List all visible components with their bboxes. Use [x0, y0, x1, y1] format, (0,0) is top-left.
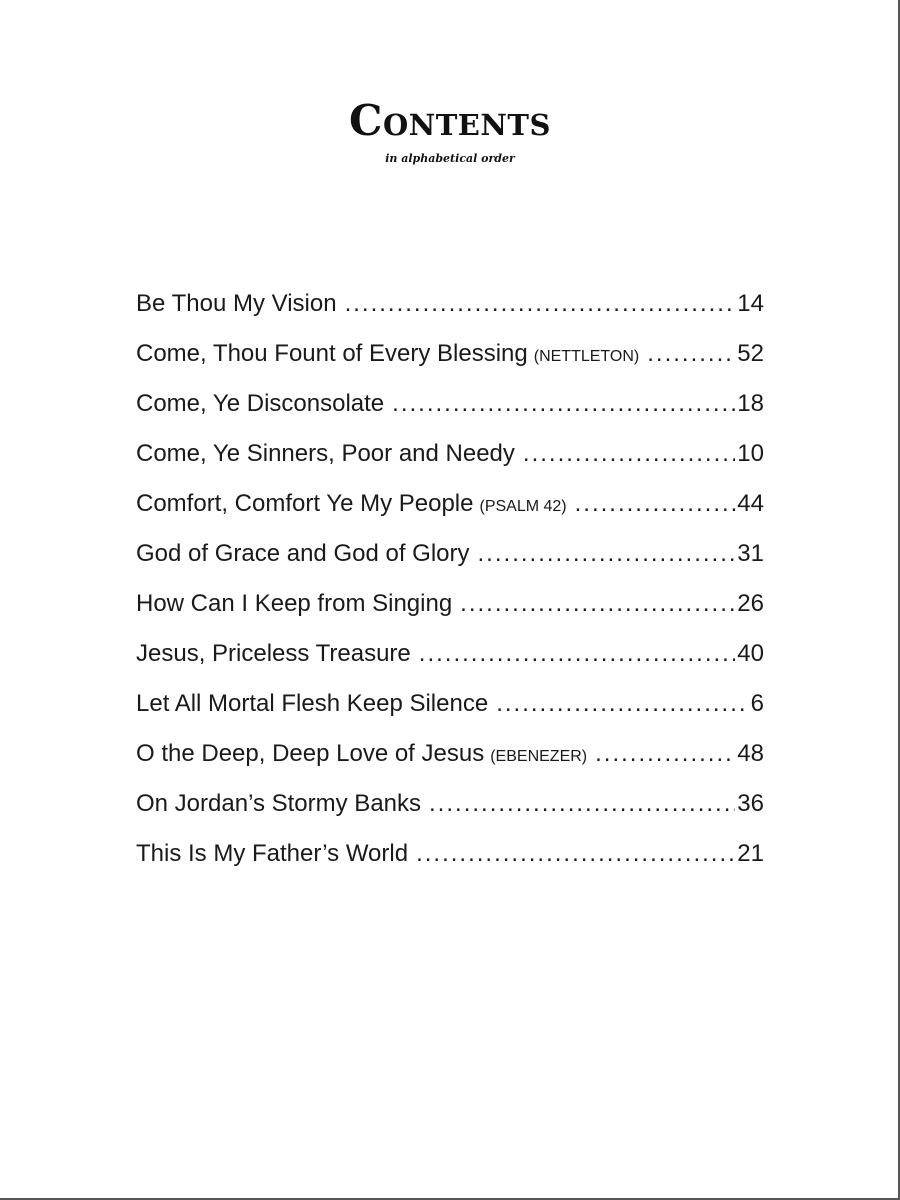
toc-entry-page: 6 — [750, 690, 764, 717]
toc-entry-tune: (NETTLETON) — [533, 348, 640, 365]
toc-entry-page: 40 — [737, 640, 764, 667]
toc-entry-title: Come, Thou Fount of Every Blessing — [136, 340, 528, 367]
toc-dot-leader — [647, 340, 735, 368]
toc-entry-title: O the Deep, Deep Love of Jesus — [136, 740, 485, 767]
toc-entry-title: Comfort, Comfort Ye My People — [136, 490, 474, 517]
toc-entry-tune: (PSALM 42) — [479, 498, 567, 515]
toc-entry[interactable] — [136, 640, 764, 690]
toc-entry-title: This Is My Father’s World — [136, 840, 409, 867]
toc-entry-page: 31 — [737, 540, 764, 567]
toc-dot-leader — [392, 390, 735, 418]
toc-dot-leader — [496, 690, 748, 718]
toc-dot-leader — [575, 490, 736, 518]
toc-dot-leader — [595, 740, 735, 768]
toc-entry-title: How Can I Keep from Singing — [136, 590, 453, 617]
toc-dot-leader — [460, 590, 735, 618]
toc-entry-title: Be Thou My Vision — [136, 290, 337, 317]
toc-entry[interactable] — [136, 790, 764, 840]
toc-entry-page: 14 — [737, 290, 764, 317]
toc-entry[interactable] — [136, 590, 764, 640]
toc-entry-page: 10 — [737, 440, 764, 467]
toc-dot-leader — [419, 640, 736, 668]
contents-header — [0, 96, 900, 165]
toc-entry-page: 26 — [737, 590, 764, 617]
toc-entry[interactable] — [136, 490, 764, 540]
toc-entry-title: On Jordan’s Stormy Banks — [136, 790, 422, 817]
toc-entry[interactable] — [136, 840, 764, 890]
toc-entry[interactable] — [136, 740, 764, 790]
table-of-contents — [136, 290, 764, 890]
toc-entry-page: 44 — [737, 490, 764, 517]
toc-entry[interactable] — [136, 290, 764, 340]
toc-dot-leader — [478, 540, 736, 568]
toc-entry-title: Jesus, Priceless Treasure — [136, 640, 411, 667]
page-subtitle: in alphabetical order — [385, 152, 515, 165]
toc-entry[interactable] — [136, 690, 764, 740]
toc-entry-page: 21 — [737, 840, 764, 867]
toc-dot-leader — [523, 440, 735, 468]
toc-entry-tune: (EBENEZER) — [490, 748, 588, 765]
toc-entry-page: 18 — [737, 390, 764, 417]
toc-entry-page: 48 — [737, 740, 764, 767]
toc-entry-page: 36 — [737, 790, 764, 817]
toc-entry-title: Let All Mortal Flesh Keep Silence — [136, 690, 489, 717]
toc-dot-leader — [416, 840, 735, 868]
page-title: Contents — [349, 96, 551, 145]
toc-entry-title: God of Grace and God of Glory — [136, 540, 470, 567]
toc-dot-leader — [429, 790, 735, 818]
toc-entry-title: Come, Ye Sinners, Poor and Needy — [136, 440, 515, 467]
toc-dot-leader — [345, 290, 736, 318]
toc-entry-page: 52 — [737, 340, 764, 367]
toc-entry[interactable] — [136, 390, 764, 440]
toc-entry[interactable] — [136, 540, 764, 590]
toc-entry[interactable] — [136, 340, 764, 390]
toc-entry[interactable] — [136, 440, 764, 490]
toc-entry-title: Come, Ye Disconsolate — [136, 390, 385, 417]
